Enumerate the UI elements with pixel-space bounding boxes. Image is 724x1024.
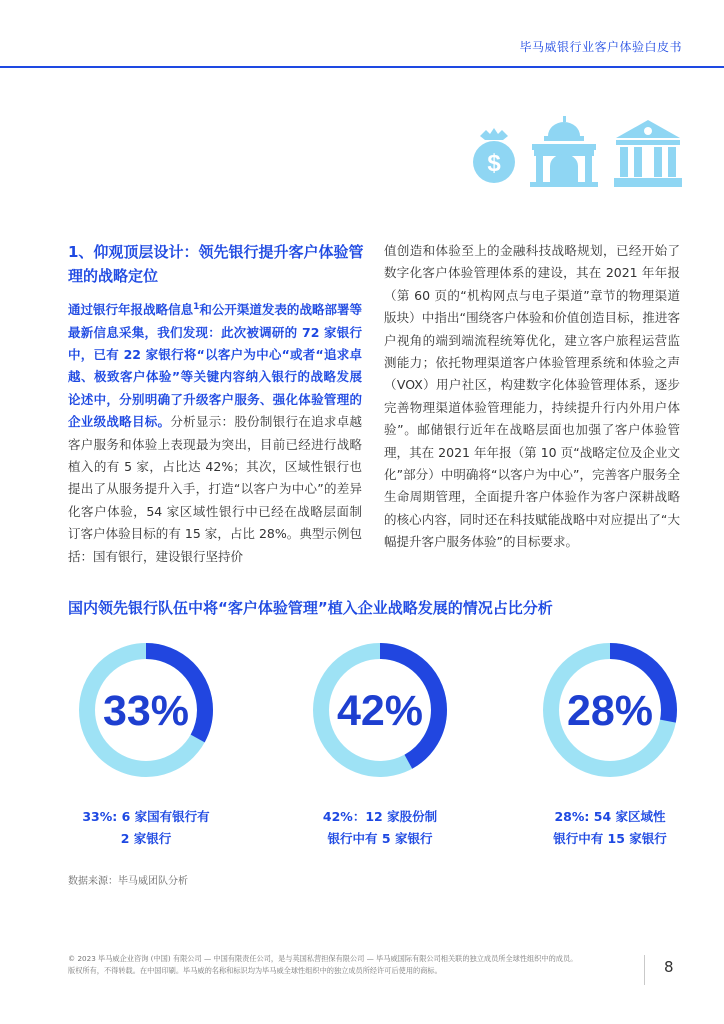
body-text: 分析显示：股份制银行在追求卓越客户服务和体验上表现最为突出，目前已经进行战略植入的有 5 家，占比达 42%；其次，区域性银行也提出了从服务提升入手，打造“以客户为中心”的差异化客户体验，54 家区域性银行中已经在战略层面制订客户体验目标的有 15 家，占比 28%。典型示例包括：国有银行，建设银行坚持价	[68, 414, 362, 564]
footer-copyright	[68, 953, 628, 977]
bank-icon	[614, 120, 682, 187]
donut-chart-joint-stock	[310, 640, 450, 780]
caption-line: 2 家银行	[120, 831, 172, 846]
caption-line: 28%: 54 家区域性	[554, 809, 666, 824]
donut-caption-joint-stock	[290, 806, 470, 850]
data-source-note: 数据来源：毕马威团队分析	[68, 876, 188, 887]
footer-line-2: 版权所有，不得转载。在中国印刷。毕马威的名称和标识均为毕马威全球性组织中的独立成员所经许可后使用的商标。	[68, 966, 442, 975]
footer-line-1: © 2023 毕马威企业咨询 (中国) 有限公司 — 中国有限责任公司，是与英国私营担保有限公司 — 毕马威国际有限公司相关联的独立成员所全球性组织中的成员。	[68, 954, 578, 963]
donut-chart-regional	[540, 640, 680, 780]
footer-divider	[644, 955, 645, 985]
donut-label-28: 28%	[566, 687, 654, 735]
caption-line: 银行中有 15 家银行	[553, 831, 667, 846]
body-column-left	[68, 296, 362, 568]
highlight-text-b: 和公开渠道发表的战略部署等最新信息采集，我们发现：此次被调研的 72 家银行中，已有 22 家银行将“以客户为中心“或者“追求卓越、极致客户体验”等关键内容纳入银行的战略发展论述中，分别明确了升级客户服务、强化体验管理的企业级战略目标。	[68, 302, 362, 430]
chart-title: 国内领先银行队伍中将“客户体验管理”植入企业战略发展的情况占比分析	[68, 599, 553, 617]
donut-chart-state-owned	[76, 640, 216, 780]
donut-svg	[540, 640, 680, 780]
highlight-text-a: 通过银行年报战略信息	[68, 302, 194, 318]
donut-caption-regional	[520, 806, 700, 850]
svg-text:$: $	[487, 150, 501, 177]
donut-caption-state-owned	[56, 806, 236, 850]
section-title: 1、仰观顶层设计：领先银行提升客户体验管理的战略定位	[68, 243, 364, 285]
donut-svg	[76, 640, 216, 780]
caption-line: 33%: 6 家国有银行有	[82, 809, 210, 824]
footnote-marker: 1	[193, 302, 200, 312]
body-column-right: 值创造和体验至上的金融科技战略规划，已经开始了数字化客户体验管理体系的建设，其在 2021 年年报（第 60 页的“机构网点与电子渠道”章节的物理渠道版块）中指出“围绕客户体验和价值创造目标，推进客户视角的端到端流程统筹优化，建立客户旅程运营监测能力；依托物理渠道客户体验管理系统和体验之声（VOX）用户社区，构建数字化体验管理体系，逐步完善物理渠道体验管理能力，持续提升行内外用户体验”。邮储银行近年在战略层面也加强了客户体验管理，其在 2021 年年报（第 10 页“战略定位及企业文化”部分）中明确将“以客户为中心”，完善客户服务全生命周期管理，全面提升客户体验作为客户深耕战略的核心内容，同时还在科技赋能战略中对应提出了“大幅提升客户服务体验”的目标要求。	[384, 243, 680, 550]
domed-building-icon	[530, 116, 598, 187]
money-bag-icon	[473, 128, 515, 183]
donut-label-42: 42%	[336, 687, 424, 735]
caption-line: 银行中有 5 家银行	[327, 831, 433, 846]
caption-line: 42%：12 家股份制	[322, 809, 438, 824]
header-divider	[0, 66, 724, 68]
donut-label-33: 33%	[102, 687, 190, 735]
decorative-icons	[472, 114, 684, 188]
donut-svg	[310, 640, 450, 780]
page-number: 8	[664, 958, 674, 976]
header-title: 毕马威银行业客户体验白皮书	[519, 40, 682, 54]
